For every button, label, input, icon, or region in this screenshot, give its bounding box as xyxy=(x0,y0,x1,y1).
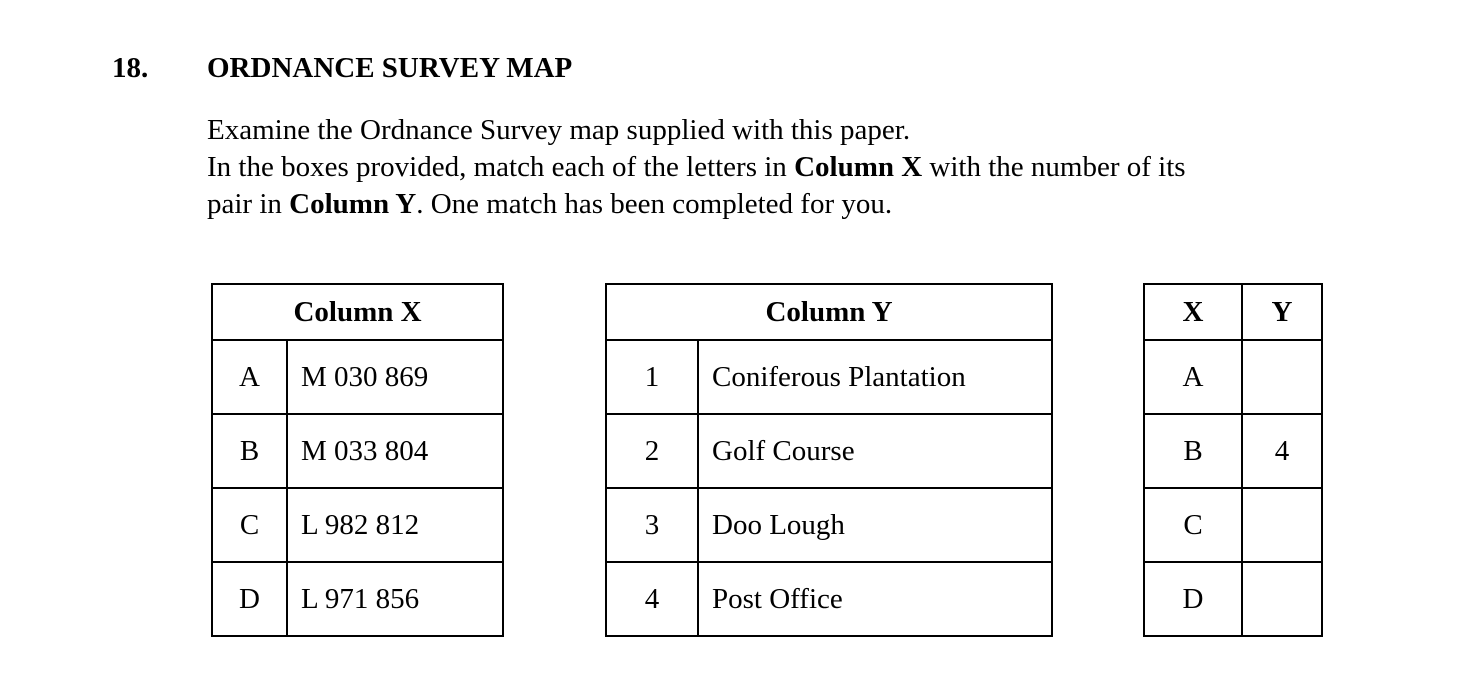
column-x-header: Column X xyxy=(212,284,503,340)
column-y-feature: Doo Lough xyxy=(698,488,1052,562)
instructions xyxy=(207,112,1347,223)
table-row xyxy=(212,562,503,636)
column-x-grid-reference: M 030 869 xyxy=(287,340,503,414)
column-y-feature: Golf Course xyxy=(698,414,1052,488)
table-row xyxy=(1144,340,1322,414)
instruction-bold-column-x: Column X xyxy=(794,151,923,183)
column-y-number: 3 xyxy=(606,488,698,562)
table-row xyxy=(1144,562,1322,636)
answer-grid xyxy=(1143,283,1323,637)
instruction-text: pair in xyxy=(207,188,290,220)
answer-header-y: Y xyxy=(1242,284,1322,340)
answer-letter: A xyxy=(1144,340,1242,414)
instruction-text: with the number of its xyxy=(922,151,1186,183)
column-x-letter: C xyxy=(212,488,287,562)
instruction-line-2 xyxy=(207,149,1347,186)
instruction-text: In the boxes provided, match each of the letters in xyxy=(207,151,795,183)
answer-box[interactable] xyxy=(1242,340,1322,414)
table-row xyxy=(212,488,503,562)
instruction-text: . One match has been completed for you. xyxy=(416,188,893,220)
answer-letter: D xyxy=(1144,562,1242,636)
table-row xyxy=(606,562,1052,636)
column-y-number: 4 xyxy=(606,562,698,636)
column-y-table xyxy=(605,283,1053,637)
table-row xyxy=(606,488,1052,562)
table-row xyxy=(606,340,1052,414)
table-row xyxy=(212,340,503,414)
column-y-number: 2 xyxy=(606,414,698,488)
instruction-line-1: Examine the Ordnance Survey map supplied with this paper. xyxy=(207,114,911,146)
answer-box[interactable] xyxy=(1242,562,1322,636)
answer-box[interactable]: 4 xyxy=(1242,414,1322,488)
column-y-number: 1 xyxy=(606,340,698,414)
table-row xyxy=(606,414,1052,488)
answer-header-x: X xyxy=(1144,284,1242,340)
answer-box[interactable] xyxy=(1242,488,1322,562)
column-y-header: Column Y xyxy=(606,284,1052,340)
instruction-bold-column-y: Column Y xyxy=(289,188,417,220)
column-y-feature: Post Office xyxy=(698,562,1052,636)
answer-letter: B xyxy=(1144,414,1242,488)
column-x-grid-reference: M 033 804 xyxy=(287,414,503,488)
column-x-letter: D xyxy=(212,562,287,636)
table-row xyxy=(1144,414,1322,488)
answer-letter: C xyxy=(1144,488,1242,562)
column-x-letter: B xyxy=(212,414,287,488)
question-title: ORDNANCE SURVEY MAP xyxy=(207,52,573,84)
column-x-table xyxy=(211,283,504,637)
question-number: 18. xyxy=(112,52,149,84)
column-x-grid-reference: L 971 856 xyxy=(287,562,503,636)
column-x-letter: A xyxy=(212,340,287,414)
instruction-line-3 xyxy=(207,186,1347,223)
column-y-feature: Coniferous Plantation xyxy=(698,340,1052,414)
column-x-grid-reference: L 982 812 xyxy=(287,488,503,562)
table-row xyxy=(212,414,503,488)
table-row xyxy=(1144,488,1322,562)
